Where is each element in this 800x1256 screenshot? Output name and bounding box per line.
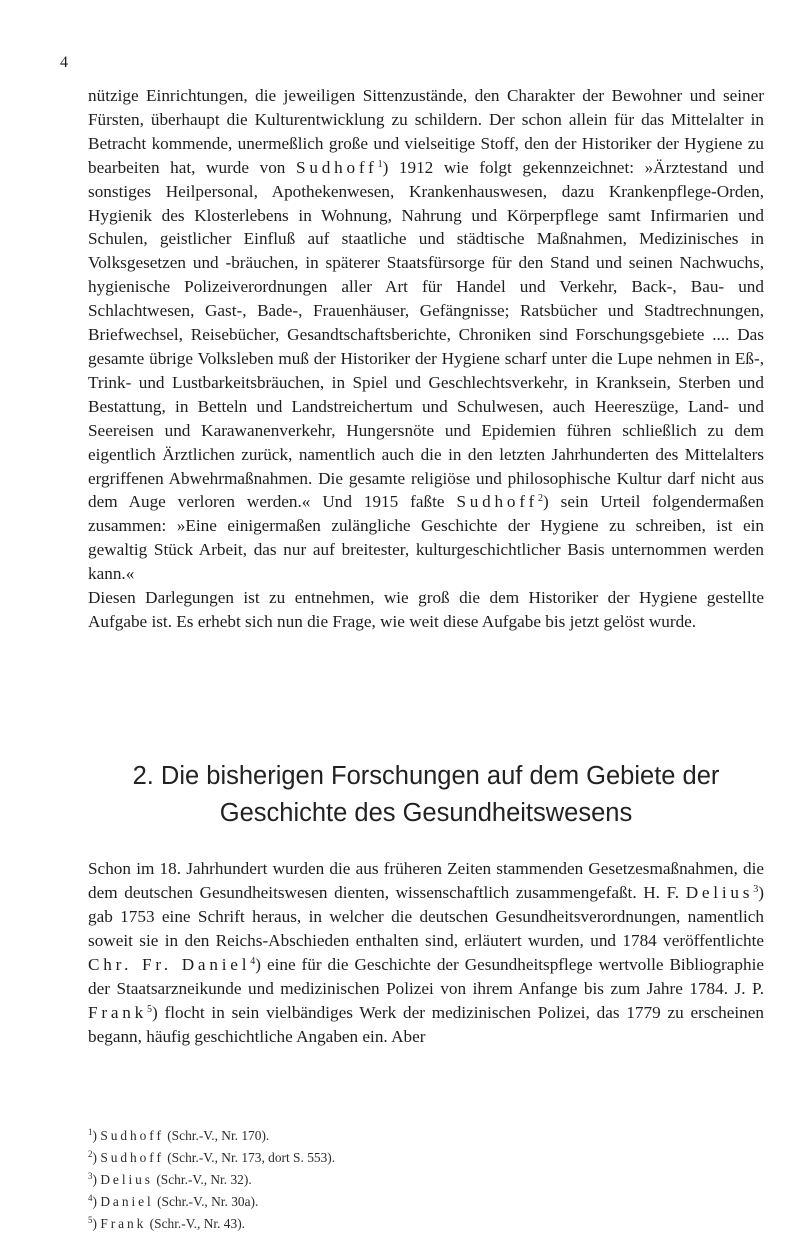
footnote: $^5$) Frank (Schr.-V., Nr. 43). <box>88 1215 245 1231</box>
footnote: $^2$) Sudhoff (Schr.-V., Nr. 173, dort S. 553). <box>88 1149 336 1165</box>
footnote-ref-5: 5 <box>147 1004 153 1015</box>
p1-text-b: 1912 wie folgt gekennzeichnet: »Ärztestand und sonstiges Heilpersonal, Apothekenwesen, Krankenhauswesen, dazu Krankenpflege-Orden, Hygienik des Klosterlebens in Wohnung, Nahrung und Körperpflege samt Infirmarien und Schulen, geistlicher Einfluß auf staatliche und städtische Maßnahmen, Medizinisches in Volksgesetzen und -bräuchen, in späterer Staatsfürsorge für den Stand und seinen Nachwuchs, hygienische Polizeiverordnungen aller Art für Handel und Verkehr, Back-, Bau- und Schlachtwesen, Gast-, Bade-, Frauenhäuser, Gefängnisse; Ratsbücher und Stadtrechnungen, Briefwechsel, Reisebücher, Gesandtschaftsberichte, Chroniken sind Forschungsgebiete .... Das gesamte übrige Volksleben muß der Historiker der Hygiene scharf unter die Lupe nehmen in Eß-, Trink- und Lustbarkeitsbräuchen, in Spiel und Geschlechtsverkehr, in Kranksein, Sterben und Bestattung, in Betteln und Landstreichertum und Schulwesen, auch Heereszüge, Land- und Seereisen und Karawanenverkehr, Hungersnöte und Epidemien führen schließlich zu dem eigentlich Ärztlichen zurück, namentlich auch die in den letzten Jahrhunderten des Mittelalters ergriffenen Abwehrmaßnahmen. Die gesamte religiöse und philosophische Kultur darf nicht aus dem Auge verloren werden.« Und 1915 faßte <box>88 157 765 512</box>
footnote: $^4$) Daniel (Schr.-V., Nr. 30a). <box>88 1193 259 1209</box>
s2-text-d: flocht in sein vielbändiges Werk der medizinischen Polizei, das 1779 zu erscheinen begann, häufig geschichtliche Angaben ein. Aber <box>88 1003 764 1046</box>
page-number: 4 <box>60 54 68 71</box>
s2-text-a: Schon im 18. Jahrhundert wurden die aus früheren Zeiten stammenden Gesetzesmaßnahmen, die dem deutschen Gesundheitswesen dienten, wissenschaftlich zusammengefaßt. H. F. <box>88 859 764 902</box>
paragraph-1: nützige Einrichtungen, die jeweiligen Sittenzustände, den Charakter der Bewohner und seiner Fürsten, überhaupt die Kulturentwicklung zu schildern. Der schon allein für das Mittelalter in Betracht kommende, unermeßlich große und vielseitige Stoff, den der Historiker der Hygiene zu bearbeiten hat, wurde von Sudhoff$^1$) 1912 wie folgt gekennzeichnet: »Ärztestand und sonstiges Heilpersonal, Apothekenwesen, Krankenhauswesen, dazu Krankenpflege-Orden, Hygienik des Klosterlebens in Wohnung, Nahrung und Körperpflege samt Infirmarien und Schulen, geistlicher Einfluß auf staatliche und städtische Maßnahmen, Medizinisches in Volksgesetzen und -bräuchen, in späterer Staatsfürsorge für den Stand und seinen Nachwuchs, hygienische Polizeiverordnungen aller Art für Handel und Verkehr, Back-, Bau- und Schlachtwesen, Gast-, Bade-, Frauenhäuser, Gefängnisse; Ratsbücher und Stadtrechnungen, Briefwechsel, Reisebücher, Gesandtschaftsberichte, Chroniken sind Forschungsgebiete .... Das gesamte übrige Volksleben muß der Historiker der Hygiene scharf unter die Lupe nehmen in Eß-, Trink- und Lustbarkeitsbräuchen, in Spiel und Geschlechtsverkehr, in Kranksein, Sterben und Bestattung, in Betteln und Landstreichertum und Schulwesen, auch Heereszüge, Land- und Seereisen und Karawanenverkehr, Hungersnöte und Epidemien führen schließlich zu dem eigentlich Ärztlichen zurück, namentlich auch die in den letzten Jahrhunderten des Mittelalters ergriffenen Abwehrmaßnahmen. Die gesamte religiöse und philosophische Kultur darf nicht aus dem Auge verloren werden.« Und 1915 faßte Sudhoff$^2$) sein Urteil folgendermaßen zusammen: »Eine einigermaßen zulängliche Geschichte der Hygiene zu schreiben, ist ein gewaltig Stück Arbeit, das nur auf breitester, kulturgeschichtlicher Basis unternommen werden kann.« <box>88 86 765 584</box>
s2-text-b: gab 1753 eine Schrift heraus, in welcher die deutschen Gesundheitsverordnungen, namentlich soweit sie in den Reichs-Abschieden enthalten sind, erläutert wurden, und 1784 veröffentlichte <box>88 907 764 950</box>
section-heading <box>88 758 764 832</box>
section-2-text <box>88 857 764 1049</box>
footnote: $^1$) Sudhoff (Schr.-V., Nr. 170). <box>88 1127 270 1143</box>
footnote-ref-1: 1 <box>377 158 383 170</box>
p1-text-a: nützige Einrichtungen, die jeweiligen Sittenzustände, den Charakter der Bewohner und seiner Fürsten, überhaupt die Kulturentwicklung zu schildern. Der schon allein für das Mittelalter in Betracht kommende, unermeßlich große und vielseitige Stoff, den der Historiker der Hygiene zu bearbeiten hat, wurde von <box>88 86 764 177</box>
s2-text-c: eine für die Geschichte der Gesundheitspflege wertvolle Bibliographie der Staatsarzneikunde und medizinischen Polizei von ihrem Anfange bis zum Jahre 1784. J. P. <box>88 955 764 998</box>
heading-line-1: 2. Die bisherigen Forschungen auf dem Gebiete der <box>132 762 720 790</box>
footnote-ref-2: 2 <box>538 493 544 505</box>
heading-line-2: Geschichte des Gesundheitswesens <box>219 799 633 827</box>
body-text <box>88 84 764 634</box>
paragraph-2: Diesen Darlegungen ist zu entnehmen, wie groß die dem Historiker der Hygiene gestellte Aufgabe ist. Es erhebt sich nun die Frage, wie weit diese Aufgabe bis jetzt gelöst wurde. <box>88 588 764 631</box>
footnote-ref-4: 4 <box>250 956 256 967</box>
footnotes <box>88 1123 764 1233</box>
footnote: $^3$) Delius (Schr.-V., Nr. 32). <box>88 1171 252 1187</box>
section-2-paragraph: Schon im 18. Jahrhundert wurden die aus früheren Zeiten stammenden Gesetzesmaßnahmen, die dem deutschen Gesundheitswesen dienten, wissenschaftlich zusammengefaßt. H. F. Delius$^3$) gab 1753 eine Schrift heraus, in welcher die deutschen Gesundheitsverordnungen, namentlich soweit sie in den Reichs-Abschieden enthalten sind, erläutert wurden, und 1784 veröffentlichte Chr. Fr. Daniel$^4$) eine für die Geschichte der Gesundheitspflege wertvolle Bibliographie der Staatsarzneikunde und medizinischen Polizei von ihrem Anfange bis zum Jahre 1784. J. P. Frank$^5$) flocht in sein vielbändiges Werk der medizinischen Polizei, das 1779 zu erscheinen begann, häufig geschichtliche Angaben ein. Aber <box>88 859 765 1046</box>
author-name-frank: Frank <box>88 1003 148 1022</box>
author-name-sudhoff: Sudhoff <box>296 157 378 177</box>
author-name-sudhoff-2: Sudhoff <box>456 492 539 512</box>
footnote-ref-3: 3 <box>753 884 759 895</box>
author-name-daniel: Chr. Fr. Daniel <box>88 955 251 974</box>
p1-text-c: sein Urteil folgendermaßen zusammen: »Eine einigermaßen zulängliche Geschichte der Hygiene zu schreiben, ist ein gewaltig Stück Arbeit, das nur auf breitester, kulturgeschichtlicher Basis unternommen werden kann.« <box>88 492 764 584</box>
author-name-delius: Delius <box>685 883 754 902</box>
